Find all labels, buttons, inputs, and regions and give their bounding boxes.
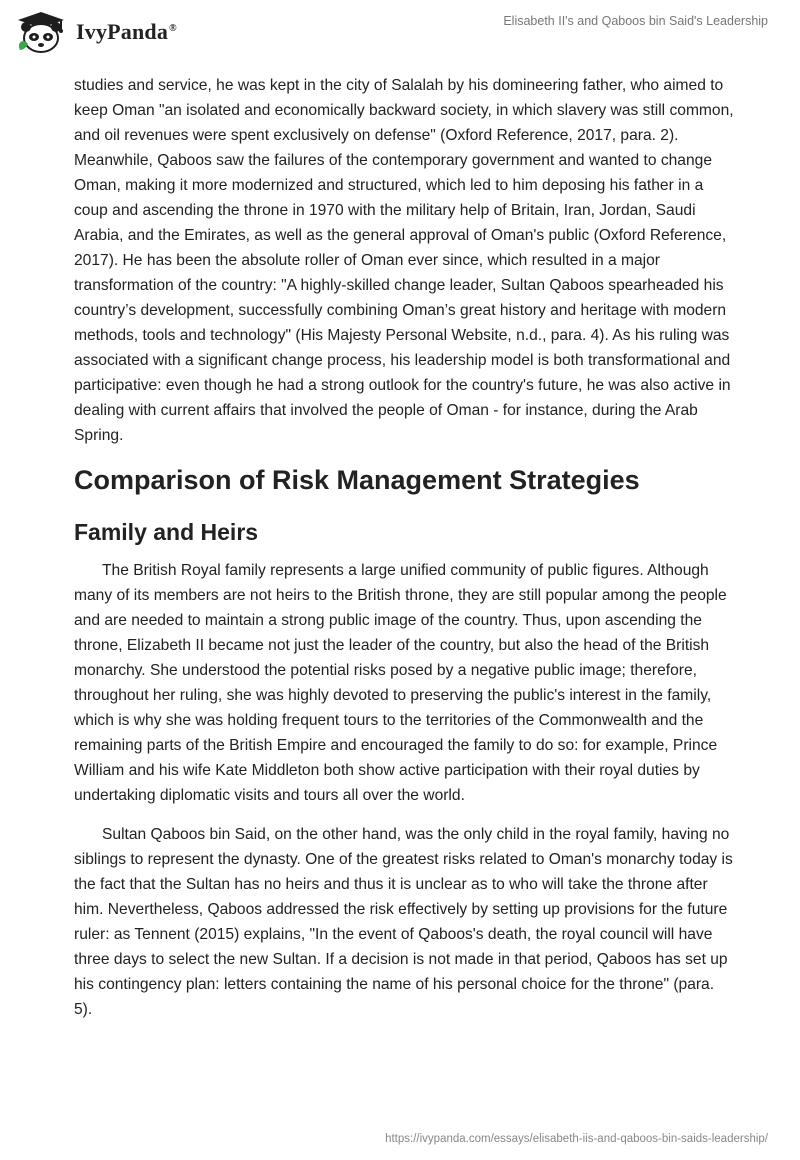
paragraph-qaboos: Sultan Qaboos bin Said, on the other hand, was the only child in the royal family, having no siblings to represent the dynasty. One of the greatest risks related to Oman's monarchy today is the fact that the Sultan has no heirs and thus it is unclear as to who will take the throne after him. Nevertheless, Qaboos addressed the risk effectively by setting up provisions for the future ruler: as Tennent (2015) explains, "In the event of Qaboos's death, the royal council will have three days to select the new Sultan. If a decision is not made in that period, Qaboos has set up his contingency plan: letters containing the name of his personal choice for the throne" (para. 5).	[74, 826, 733, 1018]
source-url[interactable]: https://ivypanda.com/essays/elisabeth-iis-and-qaboos-bin-saids-leadership/	[385, 1133, 768, 1145]
paragraph-intro: studies and service, he was kept in the city of Salalah by his domineering father, who aimed to keep Oman "an isolated and economically backward society, in which slavery was still common, and oil revenues were spent exclusively on defense" (Oxford Reference, 2017, para. 2). Meanwhile, Qaboos saw the failures of the contemporary government and wanted to change Oman, making it more modernized and structured, which led to him deposing his father in a coup and ascending the throne in 1970 with the military help of Britain, Iran, Jordan, Saudi Arabia, and the Emirates, as well as the general approval of Oman's public (Oxford Reference, 2017). He has been the absolute roller of Oman ever since, which resulted in a major transformation of the country: "A highly-skilled change leader, Sultan Qaboos spearheaded his country’s development, successfully combining Oman’s great history and heritage with modern methods, tools and technology" (His Majesty Personal Website, n.d., para. 4). As his ruling was associated with a significant change process, his leadership model is both transformational and participative: even though he had a strong outlook for the country's future, he was also active in dealing with current affairs that involved the people of Oman - for instance, during the Arab Spring.	[74, 77, 734, 444]
document-title: Elisabeth II's and Qaboos bin Said's Leadership	[503, 14, 768, 28]
panda-logo-icon	[14, 10, 68, 54]
section-heading: Comparison of Risk Management Strategies	[74, 465, 640, 495]
subsection-heading: Family and Heirs	[74, 519, 259, 545]
essay-body	[74, 73, 734, 1036]
brand-name: IvyPanda®	[76, 19, 177, 44]
page-header	[0, 0, 800, 64]
brand-logo[interactable]	[14, 10, 177, 54]
paragraph-family: The British Royal family represents a large unified community of public figures. Although many of its members are not heirs to the British throne, they are still popular among the people and are needed to maintain a strong public image of the country. Thus, upon ascending the throne, Elizabeth II became not just the leader of the country, but also the head of the British monarchy. She understood the potential risks posed by a negative public image; therefore, throughout her ruling, she was highly devoted to preserving the public's interest in the family, which is why she was holding frequent tours to the territories of the Commonwealth and the remaining parts of the British Empire and encouraged the family to do so: for example, Prince William and his wife Kate Middleton both show active participation with their royal duties by undertaking diplomatic visits and tours all over the world.	[74, 562, 727, 804]
